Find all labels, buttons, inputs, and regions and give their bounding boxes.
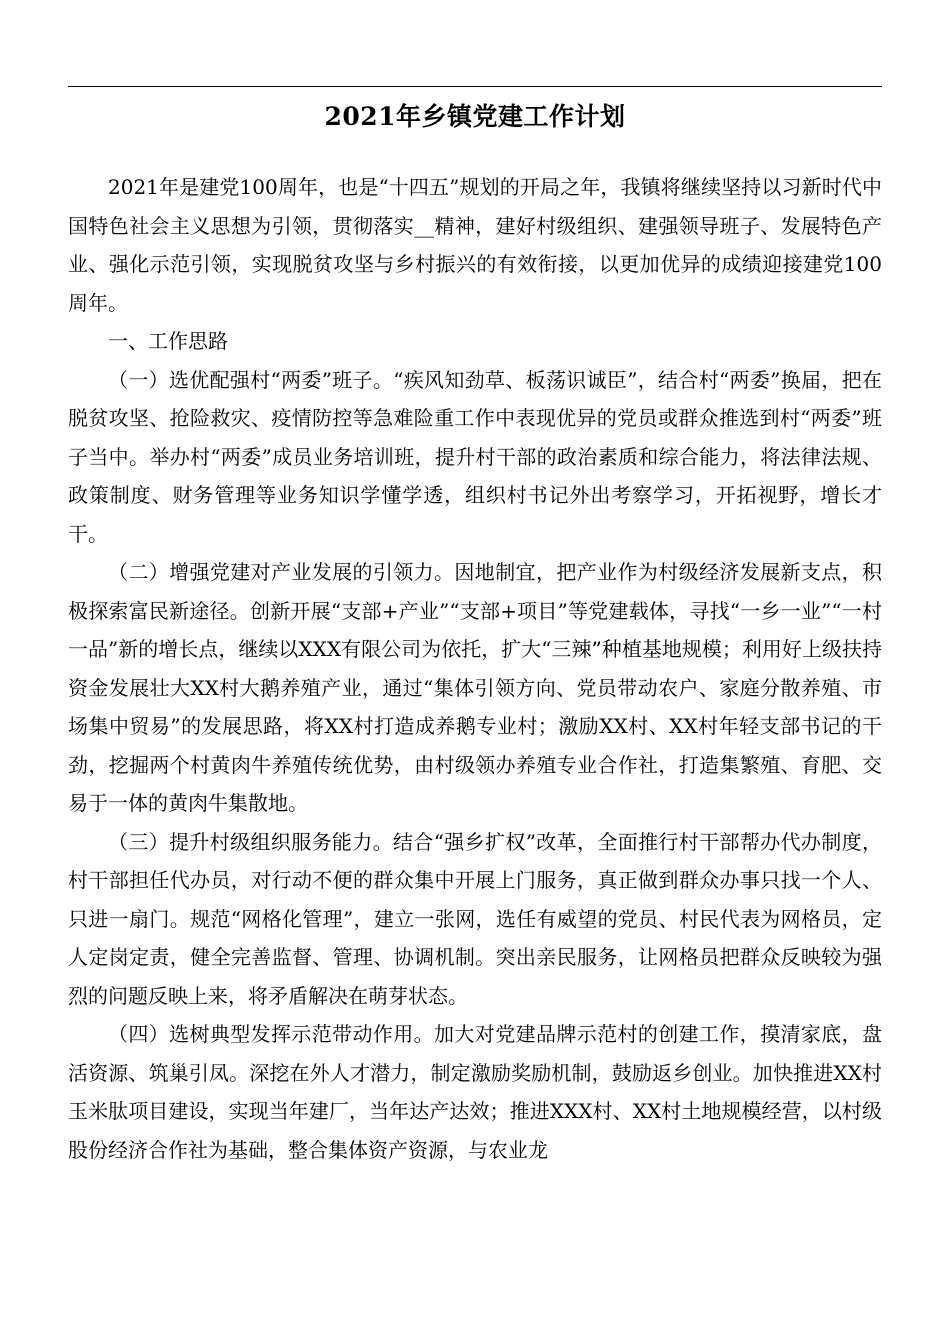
paragraph-item-3: （三）提升村级组织服务能力。结合“强乡扩权”改革，全面推行村干部帮办代办制度，村干部担任代办员，对行动不便的群众集中开展上门服务，真正做到群众办事只找一个人、只进一扇门。规范“网格化管理”，建立一张网，选任有威望的党员、村民代表为网格员，定人定岗定责，健全完善监督、管理、协调机制。突出亲民服务，让网格员把群众反映较为强烈的问题反映上来，将矛盾解决在萌芽状态。 — [68, 829, 882, 1008]
section-heading-work-approach: 一、工作思路 — [108, 329, 228, 353]
paragraph-item-2: （二）增强党建对产业发展的引领力。因地制宜，把产业作为村级经济发展新支点，积极探索富民新途径。创新开展“支部+产业”“支部+项目”等党建载体，寻找“一乡一业”“一村一品”新的增长点，继续以XXX有限公司为依托，扩大“三辣”种植基地规模；利用好上级扶持资金发展壮大XX村大鹅养殖产业，通过“集体引领方向、党员带动农户、家庭分散养殖、市场集中贸易”的发展思路，将XX村打造成养鹅专业村；激励XX村、XX村年轻支部书记的干劲，挖掘两个村黄肉牛养殖传统优势，由村级领办养殖专业合作社，打造集繁殖、育肥、交易于一体的黄肉牛集散地。 — [68, 560, 882, 815]
header-rule — [68, 86, 882, 87]
paragraph-item-1: （一）选优配强村“两委”班子。“疾风知劲草、板荡识诚臣”，结合村“两委”换届，把在脱贫攻坚、抢险救灾、疫情防控等急难险重工作中表现优异的党员或群众推选到村“两委”班子当中。举办村“两委”成员业务培训班，提升村干部的政治素质和综合能力，将法律法规、政策制度、财务管理等业务知识学懂学透，组织村书记外出考察学习，开拓视野，增长才干。 — [68, 367, 882, 546]
document-body — [68, 168, 882, 1169]
paragraph-item-4: （四）选树典型发挥示范带动作用。加大对党建品牌示范村的创建工作，摸清家底，盘活资源、筑巢引凤。深挖在外人才潜力，制定激励奖励机制，鼓励返乡创业。加快推进XX村玉米肽项目建设，实现当年建厂，当年达产达效；推进XXX村、XX村土地规模经营，以村级股份经济合作社为基础，整合集体资产资源，与农业龙 — [68, 1022, 882, 1162]
document-title: 2021年乡镇党建工作计划 — [324, 102, 626, 131]
intro-paragraph: 2021年是建党100周年，也是“十四五”规划的开局之年，我镇将继续坚持以习新时代中国特色社会主义思想为引领，贯彻落实__精神，建好村级组织、建强领导班子、发展特色产业、强化示范引领，实现脱贫攻坚与乡村振兴的有效衔接，以更加优异的成绩迎接建党100周年。 — [68, 175, 882, 315]
